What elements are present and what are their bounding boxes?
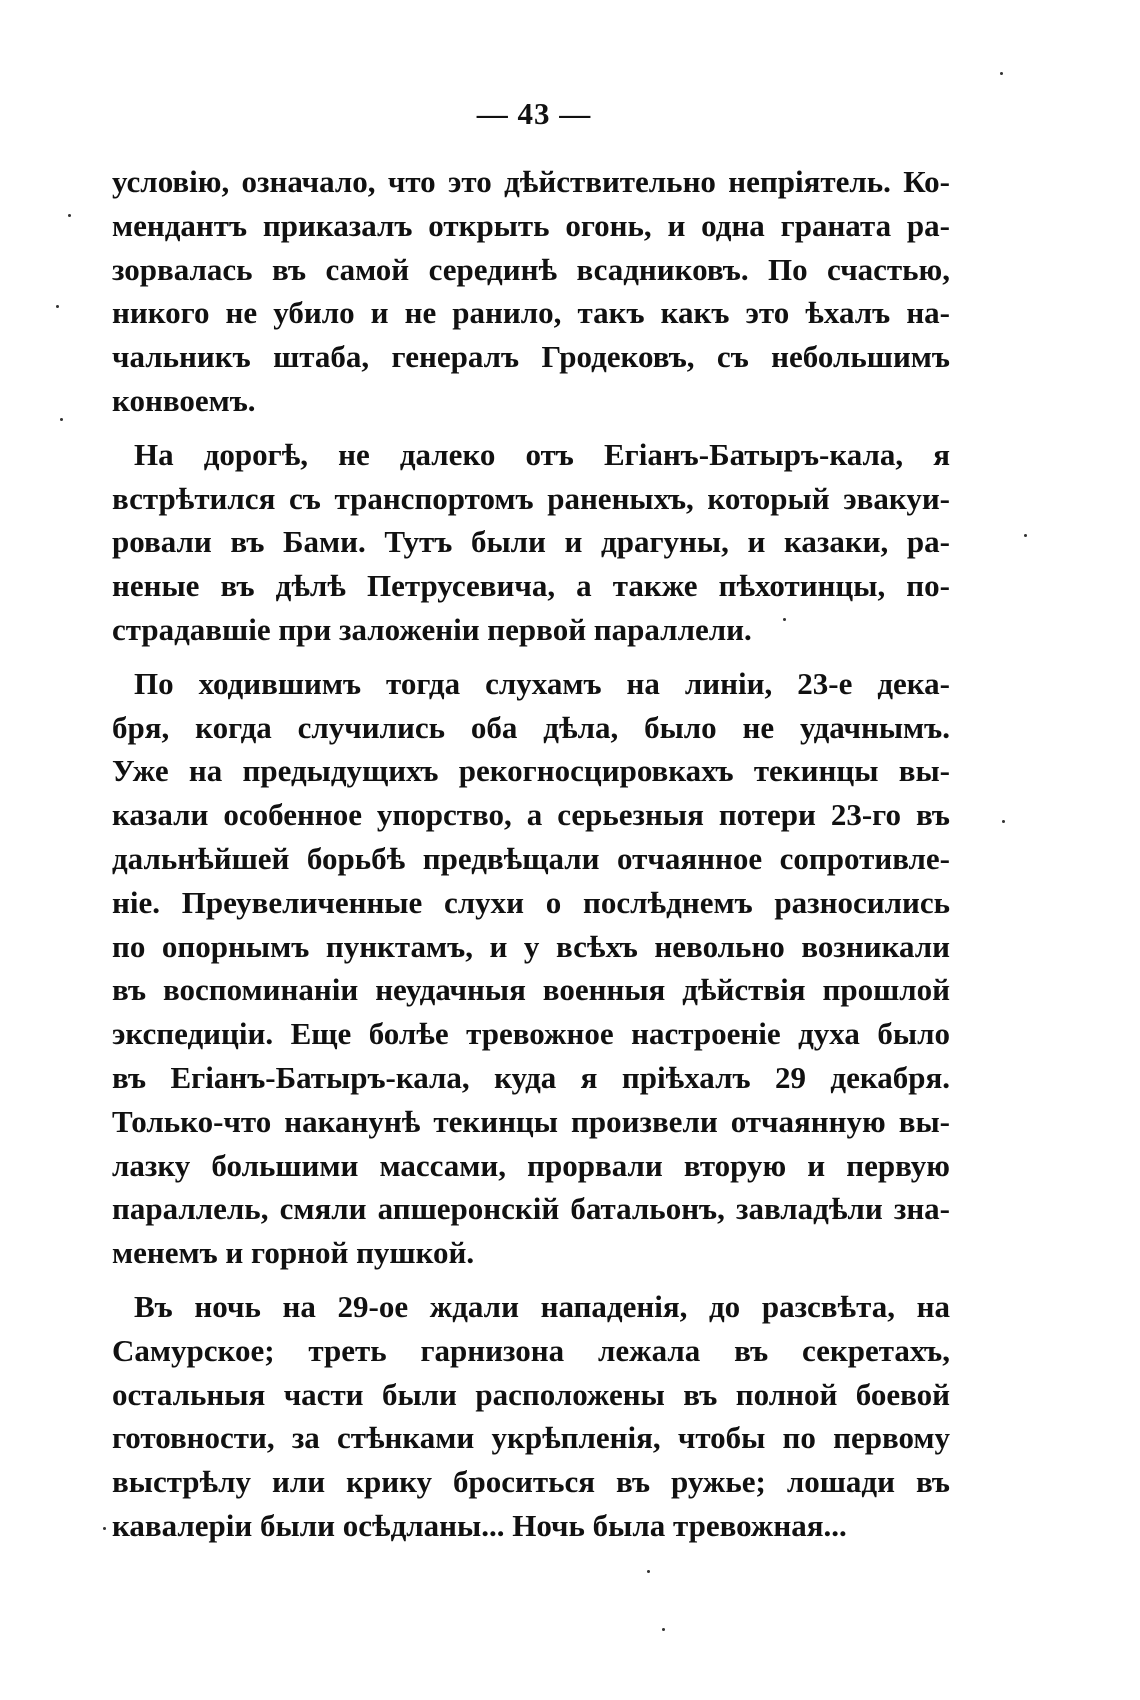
text-line: чальникъ штаба, генералъ Гродековъ, съ небольшимъ [112,339,950,375]
text-line: Въ ночь на 29-ое ждали нападенія, до разсвѣта, на [134,1288,950,1324]
text-line: въ Егіанъ-Батыръ-кала, куда я пріѣхалъ 29 декабря. [112,1059,950,1095]
paragraph-4 [112,1285,950,1548]
print-speck [1024,534,1027,537]
text-line: выстрѣлу или крику броситься въ ружье; лошади въ [112,1464,950,1500]
text-line: конвоемъ. [112,382,256,418]
text-line: лазку большими массами, прорвали вторую и первую [112,1147,950,1183]
text-line: готовности, за стѣнками укрѣпленія, чтобы по первому [112,1420,950,1456]
print-speck [56,305,59,308]
text-line: казали особенное упорство, а серьезныя потери 23-го въ [112,797,950,833]
text-line: ровали въ Бами. Тутъ были и драгуны, и казаки, ра- [112,524,950,560]
print-speck [1002,820,1005,823]
print-speck [103,1527,106,1530]
body-text [112,160,950,1558]
text-line: условію, означало, что это дѣйствительно непріятель. Ко- [112,164,950,199]
print-speck [60,418,63,421]
text-line: въ воспоминаніи неудачныя военныя дѣйствія прошлой [112,972,950,1008]
text-line: кавалеріи были осѣдланы... Ночь была тревожная... [112,1507,847,1543]
print-speck [647,1570,650,1573]
text-line: Только-что наканунѣ текинцы произвели отчаянную вы- [112,1103,950,1139]
text-line: параллель, смяли апшеронскій батальонъ, завладѣли зна- [112,1191,950,1227]
text-line: Уже на предыдущихъ рекогносцировкахъ текинцы вы- [112,753,950,789]
text-line: менемъ и горной пушкой. [112,1235,475,1271]
text-line: встрѣтился съ транспортомъ раненыхъ, который эвакуи- [112,480,950,516]
text-line: остальныя части были расположены въ полной боевой [112,1376,950,1412]
text-line: дальнѣйшей борьбѣ предвѣщали отчаянное сопротивле- [112,840,950,876]
print-speck [783,618,786,621]
text-line: Самурское; треть гарнизона лежала въ секретахъ, [112,1332,950,1368]
paragraph-1 [112,160,950,423]
text-line: никого не убило и не ранило, такъ какъ это ѣхалъ на- [112,295,950,331]
text-line: страдавшіе при заложеніи первой параллели. [112,611,752,647]
text-line: зорвалась въ самой серединѣ всадниковъ. По счастью, [112,251,950,287]
print-speck [662,1628,665,1631]
text-line: На дорогѣ, не далеко отъ Егіанъ-Батыръ-кала, я [134,436,950,472]
text-line: экспедиціи. Еще болѣе тревожное настроеніе духа было [112,1016,950,1052]
print-speck [68,214,71,217]
paragraph-3 [112,662,950,1275]
text-line: бря, когда случились оба дѣла, было не удачнымъ. [112,709,950,745]
text-line: по опорнымъ пунктамъ, и у всѣхъ невольно возникали [112,928,950,964]
print-speck [1000,72,1003,75]
page-number: — 43 — [476,96,592,131]
paragraph-2 [112,433,950,652]
text-line: мендантъ приказалъ открыть огонь, и одна граната ра- [112,207,950,243]
text-line: неные въ дѣлѣ Петрусевича, а также пѣхотинцы, по- [112,568,950,604]
text-line: ніе. Преувеличенные слухи о послѣднемъ разносились [112,884,950,920]
text-line: По ходившимъ тогда слухамъ на линіи, 23-е дека- [134,665,950,701]
